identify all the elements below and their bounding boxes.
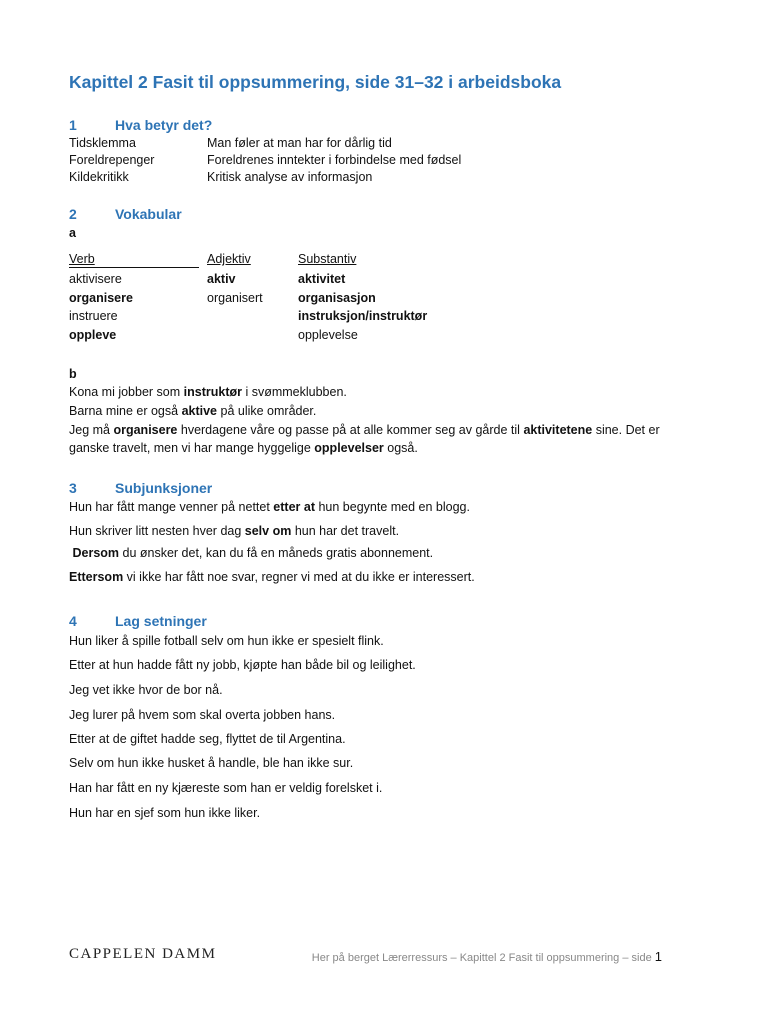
sentence: ganske travelt, men vi har mange hyggelige opplevelser også.: [69, 441, 418, 455]
sentence: Jeg vet ikke hvor de bor nå.: [69, 683, 223, 697]
vocab-noun: aktivitet: [298, 272, 346, 286]
vocab-verb: oppleve: [69, 328, 117, 342]
section-heading: Vokabular: [115, 206, 182, 222]
column-header-verb: Verb: [69, 252, 95, 266]
definition: Kritisk analyse av informasjon: [207, 170, 373, 184]
term: Kildekritikk: [69, 170, 129, 184]
definition: Man føler at man har for dårlig tid: [207, 136, 392, 150]
section-number: 4: [69, 613, 77, 629]
sentence: Hun har en sjef som hun ikke liker.: [69, 806, 261, 820]
sentence: Barna mine er også aktive på ulike områder.: [69, 404, 317, 418]
vocab-adjective: organisert: [207, 291, 263, 305]
sentence: Jeg må organisere hverdagene våre og passe på at alle kommer seg av gårde til aktivitetene sine. Det er: [69, 423, 660, 437]
sentence: Dersom du ønsker det, kan du få en måneds gratis abonnement.: [72, 546, 434, 560]
term: Foreldrepenger: [69, 153, 155, 167]
footer-text: Her på berget Lærerressurs – Kapittel 2 Fasit til oppsummering – side: [311, 952, 655, 964]
column-header-adjective: Adjektiv: [207, 252, 251, 266]
sentence: Jeg lurer på hvem som skal overta jobben hans.: [69, 708, 336, 722]
header-rule: [69, 267, 199, 268]
page-title: Kapittel 2 Fasit til oppsummering, side 31–32 i arbeidsboka: [69, 72, 562, 92]
column-header-noun: Substantiv: [298, 252, 357, 266]
definition: Foreldrenes inntekter i forbindelse med fødsel: [207, 153, 462, 167]
sentence: Etter at de giftet hadde seg, flyttet de til Argentina.: [69, 732, 346, 746]
publisher-logo: CAPPELEN DAMM: [69, 946, 217, 962]
vocab-verb: organisere: [69, 291, 133, 305]
vocab-noun: organisasjon: [298, 291, 376, 305]
sentence: Etter at hun hadde fått ny jobb, kjøpte han både bil og leilighet.: [69, 658, 416, 672]
sentence: Hun har fått mange venner på nettet etter at hun begynte med en blogg.: [69, 500, 470, 514]
sentence: Han har fått en ny kjæreste som han er veldig forelsket i.: [69, 781, 383, 795]
vocab-verb: instruere: [69, 309, 118, 323]
vocab-noun: opplevelse: [298, 328, 358, 342]
vocab-adjective: aktiv: [207, 272, 236, 286]
part-label-a: a: [69, 226, 76, 240]
sentence: Ettersom vi ikke har fått noe svar, regner vi med at du ikke er interessert.: [69, 570, 475, 584]
section-heading: Lag setninger: [115, 613, 207, 629]
page-number: 1: [654, 949, 662, 964]
section-number: 3: [69, 480, 77, 496]
section-heading: Subjunksjoner: [115, 480, 213, 496]
vocab-verb: aktivisere: [69, 272, 122, 286]
sentence: Hun skriver litt nesten hver dag selv om hun har det travelt.: [69, 524, 400, 538]
sentence: Kona mi jobber som instruktør i svømmeklubben.: [69, 385, 347, 399]
sentence: Selv om hun ikke husket å handle, ble han ikke sur.: [69, 756, 354, 770]
footer: [312, 949, 662, 964]
section-number: 2: [69, 206, 77, 222]
sentence: Hun liker å spille fotball selv om hun ikke er spesielt flink.: [69, 634, 384, 648]
part-label-b: b: [69, 367, 77, 381]
section-heading: Hva betyr det?: [115, 117, 213, 133]
vocab-noun: instruksjon/instruktør: [298, 309, 428, 323]
section-number: 1: [69, 117, 77, 133]
term: Tidsklemma: [69, 136, 136, 150]
